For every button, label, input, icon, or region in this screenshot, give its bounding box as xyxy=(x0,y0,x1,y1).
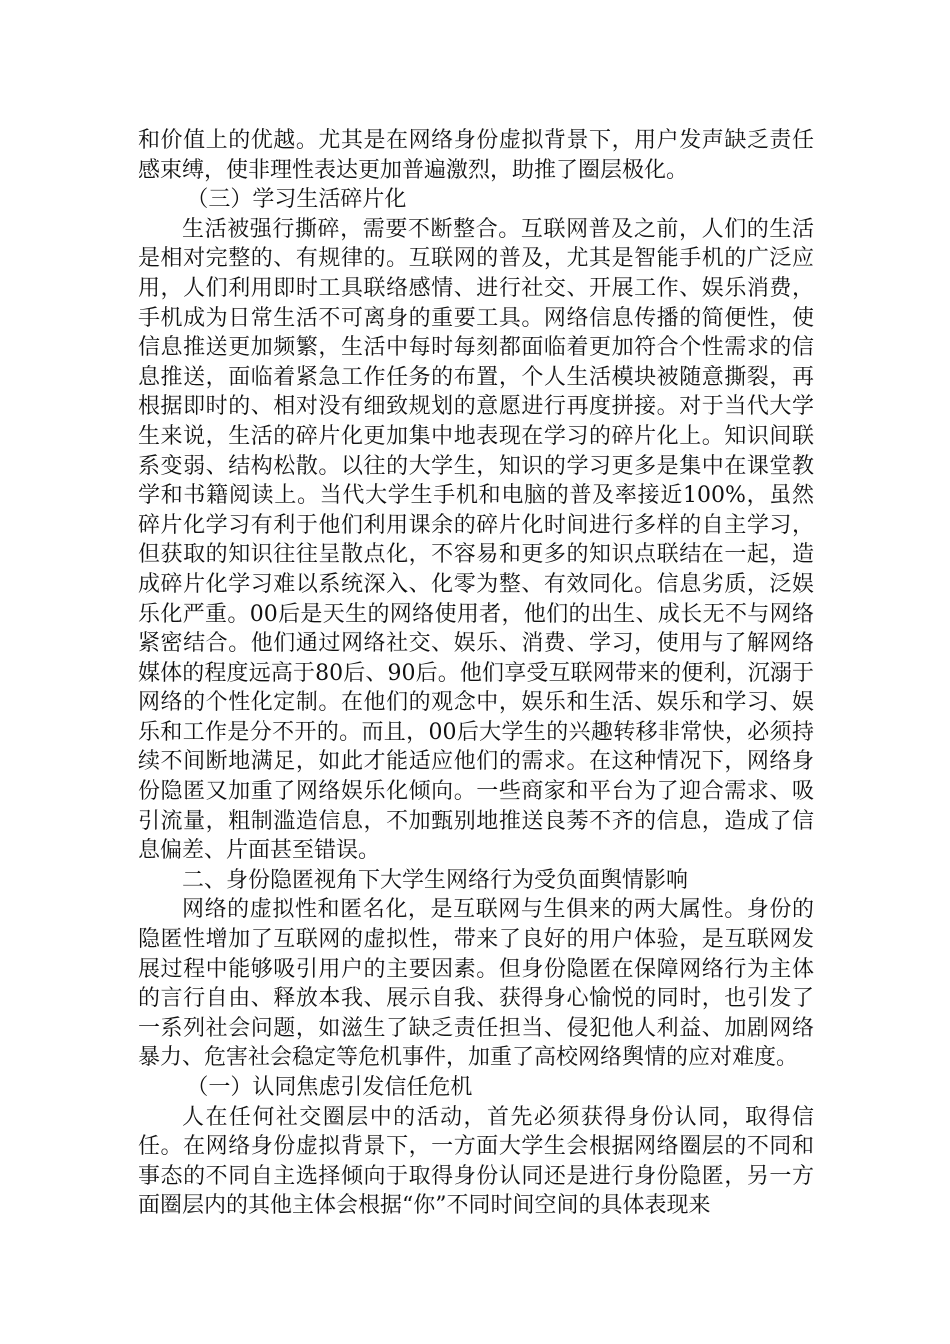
document-body xyxy=(138,126,814,1221)
chapter-heading-2: 二、身份隐匿视角下大学生网络行为受负面舆情影响 xyxy=(182,867,689,893)
section-heading-3: （三）学习生活碎片化 xyxy=(186,187,407,213)
paragraph-anonymity: 网络的虚拟性和匿名化，是互联网与生俱来的两大属性。身份的隐匿性增加了互联网的虚拟性，带来了良好的用户体验，是互联网发展过程中能够吸引用户的主要因素。但身份隐匿在保障网络行为主体的言行自由、释放本我、展示自我、获得身心愉悦的同时，也引发了一系列社会问题，如滋生了缺乏责任担当、侵犯他人利益、加剧网络暴力、危害社会稳定等危机事件，加重了高校网络舆情的应对难度。 xyxy=(138,897,814,1071)
section-heading-1: （一）认同焦虑引发信任危机 xyxy=(186,1075,473,1100)
paragraph-fragmented-learning: 生活被强行撕碎，需要不断整合。互联网普及之前，人们的生活是相对完整的、有规律的。互联网的普及，尤其是智能手机的广泛应用，人们利用即时工具联络感情、进行社交、开展工作、娱乐消费，手机成为日常生活不可离身的重要工具。网络信息传播的简便性，使信息推送更加频繁，生活中每时每刻都面临着更加符合个性需求的信息推送，面临着紧急工作任务的布置，个人生活模块被随意撕裂，再根据即时的、相对没有细致规划的意愿进行再度拼接。对于当代大学生来说，生活的碎片化更加集中地表现在学习的碎片化上。知识间联系变弱、结构松散。以往的大学生，知识的学习更多是集中在课堂教学和书籍阅读上。当代大学生手机和电脑的普及率接近100%，虽然碎片化学习有利于他们利用课余的碎片化时间进行多样的自主学习，但获取的知识往往呈散点化，不容易和更多的知识点联结在一起，造成碎片化学习难以系统深入、化零为整、有效同化。信息劣质，泛娱乐化严重。00后是天生的网络使用者，他们的出生、成长无不与网络紧密结合。他们通过网络社交、娱乐、消费、学习，使用与了解网络媒体的程度远高于80后、90后。他们享受互联网带来的便利，沉溺于网络的个性化定制。在他们的观念中，娱乐和生活、娱乐和学习、娱乐和工作是分不开的。而且，00后大学生的兴趣转移非常快，必须持续不间断地满足，如此才能适应他们的需求。在这种情况下，网络身份隐匿又加重了网络娱乐化倾向。一些商家和平台为了迎合需求、吸引流量，粗制滥造信息，不加甄别地推送良莠不齐的信息，造成了信息偏差、片面甚至错误。 xyxy=(138,216,814,864)
paragraph-continuation: 和价值上的优越。尤其是在网络身份虚拟背景下，用户发声缺乏责任感束缚，使非理性表达更加普遍激烈，助推了圈层极化。 xyxy=(138,128,814,183)
paragraph-identity-trust: 人在任何社交圈层中的活动，首先必须获得身份认同，取得信任。在网络身份虚拟背景下，一方面大学生会根据网络圈层的不同和事态的不同自主选择倾向于取得身份认同还是进行身份隐匿，另一方面圈层内的其他主体会根据“你”不同时间空间的具体表现来 xyxy=(138,1104,814,1219)
